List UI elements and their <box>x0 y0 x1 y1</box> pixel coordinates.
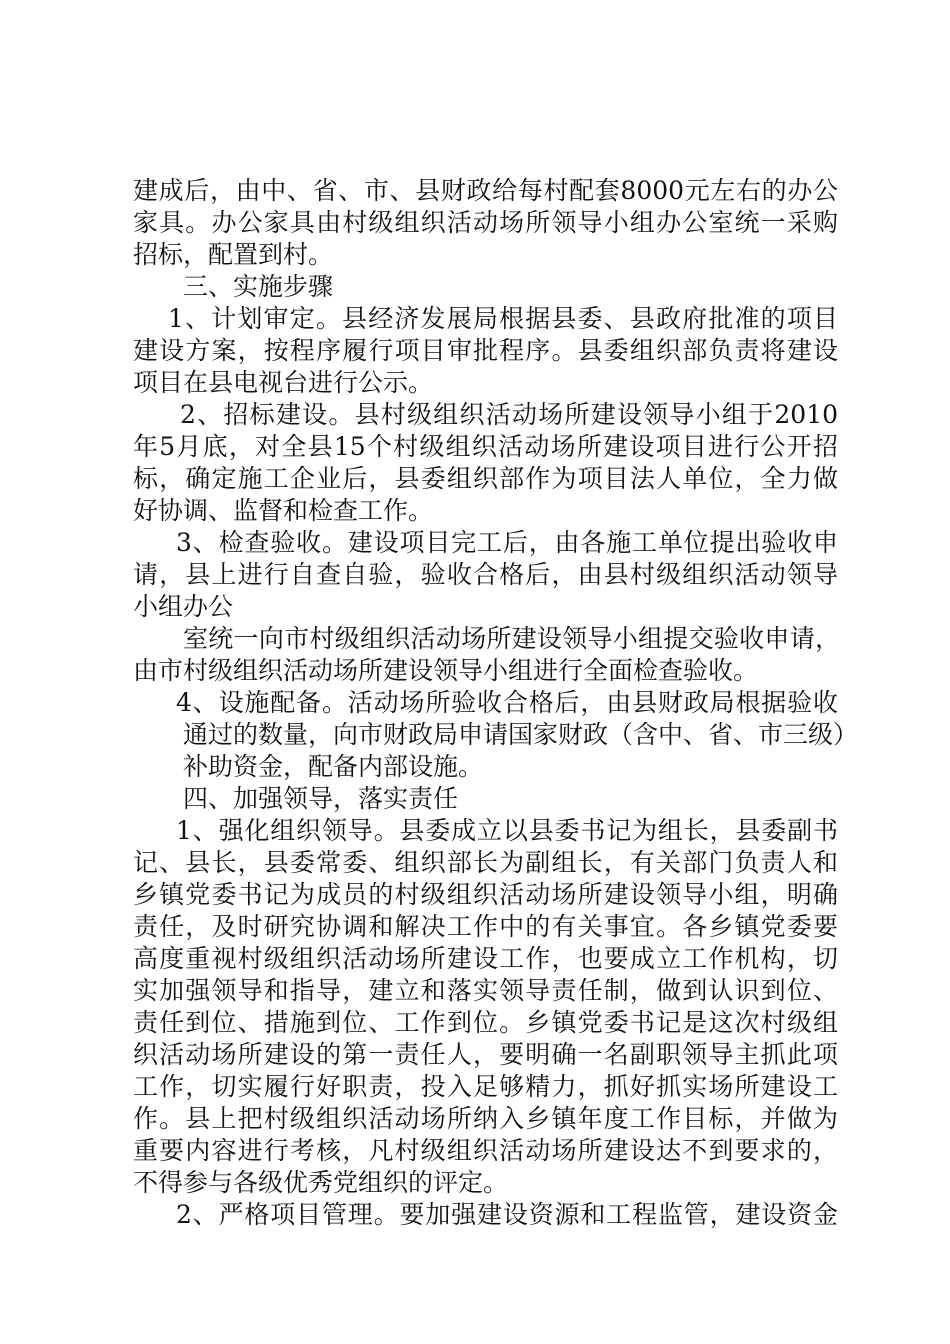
text-line: 小组办公 <box>133 592 234 621</box>
text-line: 记、县长，县委常委、组织部长为副组长，有关部门负责人和 <box>133 848 838 877</box>
text-line: 实加强领导和指导，建立和落实领导责任制，做到认识到位、 <box>133 976 838 1005</box>
text-line: 3、检查验收。建设项目完工后，由各施工单位提出验收申 <box>176 528 838 557</box>
section-heading: 四、加强领导，落实责任 <box>183 784 459 813</box>
text-line: 项目在县电视台进行公示。 <box>133 368 434 397</box>
text-line: 建设方案，按程序履行项目审批程序。县委组织部负责将建设 <box>133 336 838 365</box>
text-line: 请，县上进行自查自验，验收合格后，由县村级组织活动领导 <box>133 560 838 589</box>
text-line: 由市村级组织活动场所建设领导小组进行全面检查验收。 <box>133 656 759 685</box>
text-line: 招标，配置到村。 <box>133 240 334 269</box>
text-line: 标，确定施工企业后，县委组织部作为项目法人单位，全力做 <box>133 464 838 493</box>
text-line: 家具。办公家具由村级组织活动场所领导小组办公室统一采购 <box>133 208 838 237</box>
text-line: 工作，切实履行好职责，投入足够精力，抓好抓实场所建设工 <box>133 1072 838 1101</box>
text-line: 责任到位、措施到位、工作到位。乡镇党委书记是这次村级组 <box>133 1008 838 1037</box>
text-line: 补助资金，配备内部设施。 <box>183 752 484 781</box>
text-line: 高度重视村级组织活动场所建设工作，也要成立工作机构，切 <box>133 944 838 973</box>
text-line: 好协调、监督和检查工作。 <box>133 496 434 525</box>
text-line: 责任，及时研究协调和解决工作中的有关事宜。各乡镇党委要 <box>133 912 838 941</box>
text-line: 不得参与各级优秀党组织的评定。 <box>133 1168 509 1197</box>
text-line: 1、计划审定。县经济发展局根据县委、县政府批准的项目 <box>168 304 838 333</box>
text-line: 室统一向市村级组织活动场所建设领导小组提交验收申请， <box>183 624 840 653</box>
text-line: 乡镇党委书记为成员的村级组织活动场所建设领导小组，明确 <box>133 880 838 909</box>
text-line: 建成后，由中、省、市、县财政给每村配套8000元左右的办公 <box>133 176 838 205</box>
text-line: 重要内容进行考核，凡村级组织活动场所建设达不到要求的， <box>133 1136 838 1165</box>
text-line: 1、强化组织领导。县委成立以县委书记为组长，县委副书 <box>176 816 838 845</box>
text-line: 织活动场所建设的第一责任人，要明确一名副职领导主抓此项 <box>133 1040 838 1069</box>
text-line: 2、严格项目管理。要加强建设资源和工程监管，建设资金 <box>176 1200 838 1229</box>
text-line: 年5月底，对全县15个村级组织活动场所建设项目进行公开招 <box>133 432 838 461</box>
text-line: 2、招标建设。县村级组织活动场所建设领导小组于2010 <box>180 400 838 429</box>
text-line: 作。县上把村级组织活动场所纳入乡镇年度工作目标，并做为 <box>133 1104 838 1133</box>
text-line: 通过的数量，向市财政局申请国家财政（含中、省、市三级） <box>183 720 859 749</box>
section-heading: 三、实施步骤 <box>183 272 334 301</box>
text-line: 4、设施配备。活动场所验收合格后，由县财政局根据验收 <box>176 688 838 717</box>
